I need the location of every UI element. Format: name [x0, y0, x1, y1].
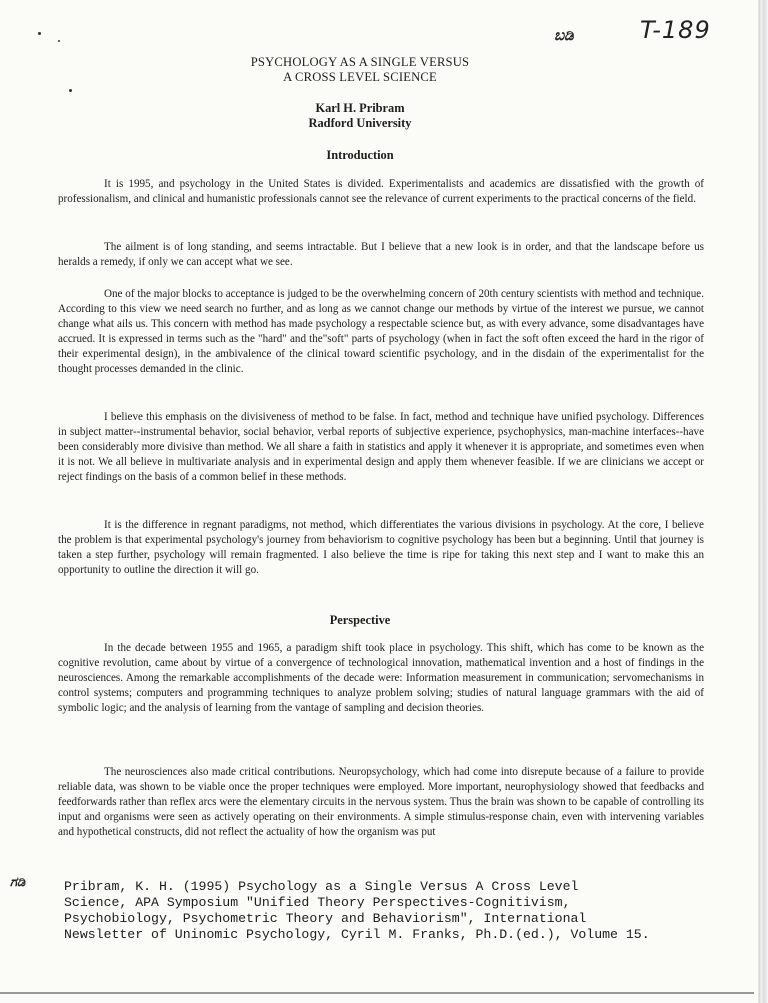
paragraph	[58, 765, 704, 840]
scan-speck	[58, 40, 60, 42]
bottom-scan-line	[0, 992, 754, 994]
paragraph	[58, 641, 704, 716]
paragraph	[58, 287, 704, 376]
handwritten-margin-mark: ಗಡಿ	[10, 875, 26, 890]
paragraph-text: It is 1995, and psychology in the United States is divided. Experimentalists and academics are dissatisfied with the growth of professionalism, and clinical and humanistic professionals cannot see the relevance of current experiments to the practical concerns of the field.	[58, 178, 704, 205]
paragraph-text: In the decade between 1955 and 1965, a paradigm shift took place in psychology. This shift, which has come to be known as the cognitive revolution, came about by virtue of a convergence of technological innovation, mathematical invention and a host of findings in the neurosciences. Among the remarkable accomplishments of the decade were: Information measurement in communication; servomechanisms in control systems; computers and programming techniques to analyze problem solving; studies of natural language grammars with the aid of symbolic logic; and the analysis of learning from the vantage of sampling and decision theories.	[58, 642, 704, 714]
author-name: Karl H. Pribram	[315, 101, 405, 115]
document-title-line-1: PSYCHOLOGY AS A SINGLE VERSUS	[250, 55, 470, 69]
page-edge-shadow	[754, 0, 768, 1003]
paragraph-text: It is the difference in regnant paradigms, not method, which differentiates the various divisions in psychology. At the core, I believe the problem is that experimental psychology's journey from behaviorism to cognitive psychology has been but a beginning. Until that journey is taken a step further, psychology will remain fragmented. I also believe the time is ripe for taking this next step and I want to make this an opportunity to outline the direction it will go.	[58, 519, 704, 576]
paragraph-text: The ailment is of long standing, and seems intractable. But I believe that a new look is in order, and that the landscape before us heralds a remedy, if only we can accept what we see.	[58, 241, 704, 268]
handwritten-scribble: ಬಡಿ	[554, 26, 574, 44]
scan-speck	[38, 32, 41, 35]
handwritten-document-code: T-189	[640, 16, 711, 44]
section-heading-perspective: Perspective	[329, 613, 391, 627]
scan-speck	[69, 89, 72, 92]
paragraph-text: I believe this emphasis on the divisiveness of method to be false. In fact, method and technique have unified psychology. Differences in subject matter--instrumental behavior, social behavior, verbal reports of subjective experience, psychophysics, man-machine interfaces--have been considerably more divisive than method. We all share a faith in statistics and apply it whenever it is appropriate, and sometimes even when it is not. We all believe in multivariate analysis and in experimental design and apply them whenever feasible. If we are clinicians we accept or reject findings on the basis of a common belief in these methods.	[58, 411, 704, 483]
author-affiliation: Radford University	[308, 116, 412, 130]
paragraph	[58, 410, 704, 485]
paragraph	[58, 240, 704, 270]
section-heading-introduction: Introduction	[326, 148, 394, 162]
document-title-line-2: A CROSS LEVEL SCIENCE	[283, 70, 437, 84]
paragraph	[58, 177, 704, 207]
paragraph	[58, 518, 704, 578]
paragraph-text: The neurosciences also made critical contributions. Neuropsychology, which had come into disrepute because of a failure to provide reliable data, was shown to be viable once the proper techniques were employed. More important, neurophysiology showed that feedbacks and feedforwards rather than reflex arcs were the elementary circuits in the nervous system. Thus the brain was shown to be capable of controlling its input and organisms were seen as actively operating on their environments. A simple stimulus-response chain, even with intervening variables and hypothetical constructs, did not reflect the actuality of how the organism was put	[58, 766, 704, 838]
paragraph-text: One of the major blocks to acceptance is judged to be the overwhelming concern of 20th century scientists with method and technique. According to this view we need search no further, and as long as we cannot change our methods by virtue of the interest we pursue, we cannot change what ails us. This concern with method has made psychology a respectable science but, as with every advance, some disadvantages have accrued. It is expressed in terms such as the "hard" and the"soft" parts of psychology (when in fact the soft often exceed the hard in the rigor of their experimental design), in the ambivalence of the clinical toward scientific psychology, and in the disdain of the experimentalist for the thought processes demanded in the clinic.	[58, 288, 704, 375]
citation-footnote: Pribram, K. H. (1995) Psychology as a Single Versus A Cross Level Science, APA Symposium "Unified Theory Perspectives-Cognitivism, Psychobiology, Psychometric Theory and Behaviorism", International Newsletter of Uninomic Psychology, Cyril M. Franks, Ph.D.(ed.), Volume 15.	[64, 879, 650, 942]
